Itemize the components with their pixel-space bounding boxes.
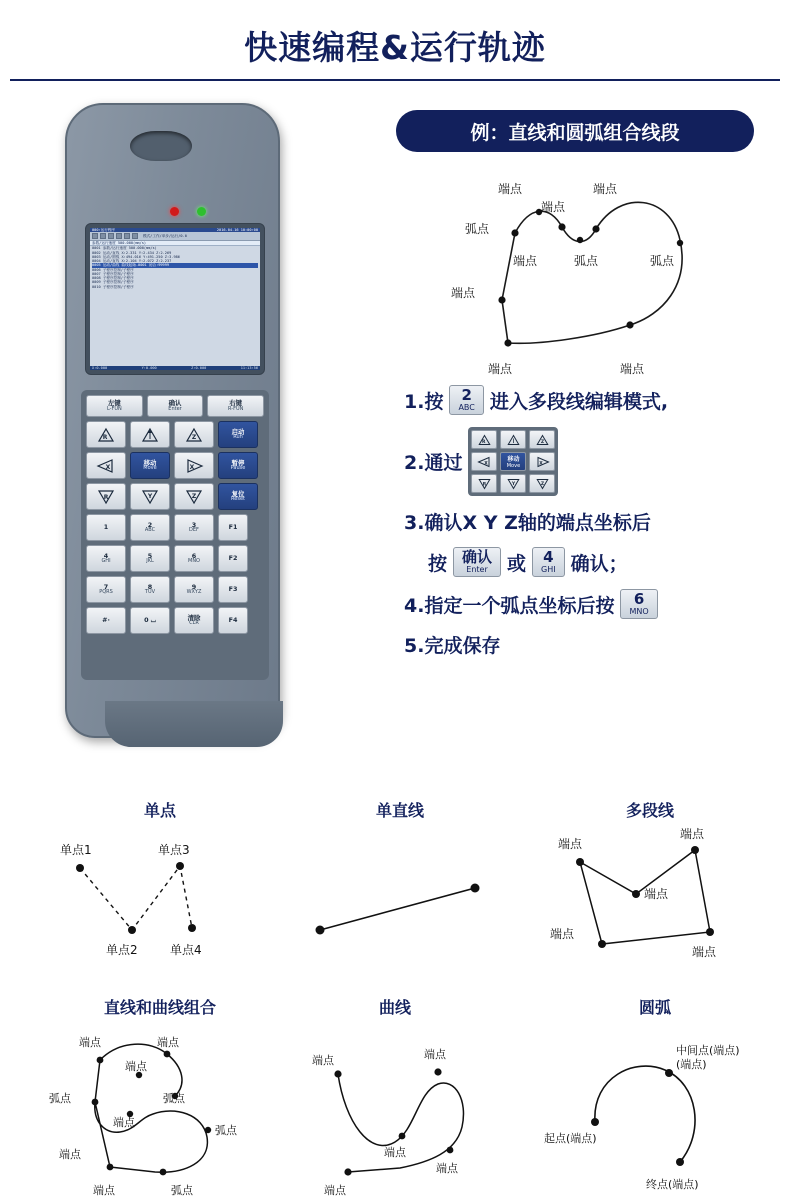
key-sublabel: GHI — [101, 558, 111, 565]
example-label: 弧点 — [573, 254, 599, 268]
program-row[interactable]: 0010 子程序控制/子程序 — [92, 284, 134, 289]
inline-key-rotate-right[interactable] — [471, 474, 497, 493]
key-8[interactable] — [130, 576, 170, 603]
arrow-left-icon — [476, 456, 493, 468]
inline-key-label: 移动 — [507, 456, 520, 464]
steps-list — [404, 385, 784, 670]
node-dot — [504, 339, 511, 346]
key-6[interactable] — [174, 545, 214, 572]
node-dot — [97, 1057, 104, 1064]
svg-text:R: R — [481, 439, 486, 445]
gallery-title-arc: 圆弧 — [638, 998, 671, 1017]
device-handle-slot — [130, 131, 192, 161]
key-reset[interactable] — [218, 483, 258, 510]
keypad-row-jog-2 — [86, 452, 264, 479]
key-f1[interactable] — [218, 514, 248, 541]
program-row[interactable]: 0006 子程序控制/子程序 — [92, 267, 134, 272]
node-dot — [598, 940, 606, 948]
inline-key-z-down[interactable] — [529, 474, 555, 493]
arrow-right-icon — [534, 456, 551, 468]
key-f3[interactable] — [218, 576, 248, 603]
svg-text:R: R — [102, 433, 108, 441]
node-dot — [471, 884, 480, 893]
key-sublabel: Enter — [168, 405, 182, 412]
key-sublabel: CLR — [189, 620, 199, 627]
inline-key-move[interactable] — [500, 452, 526, 471]
inline-key-label: 2 — [461, 386, 472, 404]
gallery-label: 弧点 — [171, 1184, 193, 1197]
node-dot — [399, 1133, 406, 1140]
node-dot — [434, 1068, 441, 1075]
step-3-text: 3.确认X Y Z轴的端点坐标后 — [404, 512, 651, 535]
step-2 — [404, 427, 784, 496]
key-sublabel: Move — [143, 465, 157, 472]
node-dot — [691, 846, 699, 854]
gallery-label: 端点 — [644, 887, 669, 901]
gallery-label: 终点(端点) — [646, 1178, 699, 1191]
node-dot — [577, 237, 583, 243]
step-5 — [404, 631, 784, 658]
key-label: 5 — [147, 551, 153, 560]
arrow-up-icon — [505, 434, 522, 446]
key-label: F1 — [228, 523, 238, 532]
key-label: 1 — [103, 523, 109, 532]
svg-text:R: R — [482, 482, 487, 488]
page-title: 快速编程&运行轨迹 — [244, 28, 546, 67]
device-keypad[interactable] — [81, 390, 269, 680]
step-1-text-post: 进入多段线编辑模式, — [489, 390, 669, 413]
keypad-row-jog-3 — [86, 483, 264, 510]
gallery-figure-curve — [290, 1022, 520, 1197]
svg-text:Z: Z — [540, 481, 545, 487]
node-dot — [334, 1070, 341, 1077]
example-label: 弧点 — [464, 222, 490, 236]
inline-key-z-up[interactable] — [529, 430, 555, 449]
svg-text:Z: Z — [191, 433, 197, 441]
node-dot — [205, 1127, 211, 1133]
gallery-label: 弧点 — [163, 1092, 185, 1105]
inline-jog-row-3 — [471, 474, 555, 493]
key-label: 9 — [191, 582, 197, 591]
key-move[interactable] — [130, 452, 170, 479]
key-sublabel: JKL — [146, 558, 154, 565]
program-row[interactable]: 0004 运动/直线 X:2.104 Y:2.072 Z:2.237 — [92, 259, 172, 264]
example-path-segment — [502, 300, 508, 343]
device-body — [65, 103, 280, 738]
example-path-svg — [390, 165, 780, 380]
key-label: 确认 — [168, 399, 182, 408]
screen-coordinate-bar — [90, 366, 260, 370]
node-dot — [626, 321, 633, 328]
line-segment — [320, 888, 475, 930]
node-dot — [128, 926, 136, 934]
gallery-title-line-curve: 直线和曲线组合 — [103, 998, 216, 1017]
inline-key-down[interactable] — [500, 474, 526, 493]
example-label: 端点 — [619, 362, 645, 376]
arrow-down-icon — [505, 478, 522, 490]
gallery-label: 端点 — [93, 1184, 115, 1197]
key-label: F3 — [228, 585, 238, 594]
key-label: F4 — [228, 616, 238, 625]
key-left-function[interactable] — [86, 395, 143, 417]
inline-key-sublabel: GHI — [541, 564, 556, 574]
example-path-figure — [390, 165, 780, 380]
inline-key-4[interactable] — [532, 547, 565, 577]
gallery-title-single-point: 单点 — [143, 801, 176, 820]
inline-key-2[interactable] — [449, 385, 483, 415]
key-label: F2 — [228, 554, 238, 563]
coord-x: X:0.000 — [92, 365, 108, 370]
step-4-text-pre: 4.指定一个弧点坐标后按 — [404, 594, 615, 617]
gallery-label: 弧点 — [215, 1124, 237, 1137]
program-row[interactable]: 0002 运动/直线 X:2.331 Y:2.434 Z:2.269 — [92, 250, 172, 255]
inline-key-rotate-left[interactable] — [471, 430, 497, 449]
gallery-label: 端点 — [113, 1116, 135, 1129]
node-dot — [576, 858, 584, 866]
toolbar-icon-4[interactable] — [116, 233, 122, 239]
node-dot — [558, 223, 565, 230]
key-label: 左键 — [107, 399, 121, 408]
key-label: 3 — [191, 520, 197, 529]
toolbar-icon-1[interactable] — [92, 233, 98, 239]
inline-key-sublabel: Move — [506, 463, 521, 470]
rotate-left-icon — [476, 434, 493, 446]
svg-text:Y: Y — [511, 481, 516, 487]
key-sublabel: DEF — [189, 527, 199, 534]
node-dot — [592, 225, 599, 232]
node-dot — [344, 1168, 351, 1175]
inline-key-sublabel: Enter — [466, 564, 488, 574]
gallery-label: 端点 — [312, 1054, 334, 1067]
key-0[interactable] — [130, 607, 170, 634]
screen-title-right: 2016.04.16 10:00:00 — [216, 228, 258, 232]
gallery-label: 端点 — [157, 1036, 179, 1049]
key-5[interactable] — [130, 545, 170, 572]
key-label: 8 — [147, 582, 153, 591]
key-sublabel: Reset — [231, 496, 245, 503]
svg-text:Z: Z — [191, 492, 197, 500]
program-row[interactable]: 0003 运动/圆弧 X:494.016 Y:491.250 Z:3.986 — [92, 254, 180, 259]
key-sublabel: PQRS — [99, 589, 113, 596]
key-run[interactable] — [218, 421, 258, 448]
program-row-selected[interactable]: 0005 运动/曲线 曲线起始-0001 闭合:99999 — [92, 263, 258, 267]
arc-path — [595, 1066, 695, 1162]
gallery-label: 起点(端点) — [544, 1132, 597, 1145]
program-row[interactable]: 0008 子程序控制/子程序 — [92, 276, 134, 281]
gallery-label: 单点1 — [60, 843, 92, 857]
example-label: 弧点 — [649, 254, 675, 268]
gallery-label: 端点 — [680, 827, 705, 841]
svg-text:X: X — [539, 460, 543, 466]
inline-key-sublabel: MNO — [629, 607, 649, 617]
rotate-right-icon — [96, 489, 116, 505]
key-label: 7 — [103, 582, 109, 591]
gallery-label: 端点 — [558, 837, 583, 851]
program-row[interactable]: 0009 子程序控制/子程序 — [92, 280, 134, 285]
key-z-up[interactable] — [174, 421, 214, 448]
screen-bezel — [85, 223, 265, 375]
gallery-figure-line-curve — [35, 1022, 275, 1197]
key-label: 清除 — [187, 613, 201, 622]
node-dot — [447, 1147, 454, 1154]
key-label: 6 — [191, 551, 197, 560]
key-pause[interactable] — [218, 452, 258, 479]
svg-text:X: X — [484, 460, 488, 466]
node-dot-mid — [665, 1069, 673, 1077]
key-axis-up[interactable] — [130, 421, 170, 448]
gallery-label: 端点 — [550, 927, 575, 941]
keypad-row-num-2 — [86, 545, 264, 572]
inline-jog-row-1 — [471, 430, 555, 449]
gallery-label: 端点 — [125, 1060, 147, 1073]
key-sublabel: R-FUN — [228, 405, 244, 412]
key-rotate-left[interactable] — [86, 421, 126, 448]
inline-jog-row-2 — [471, 452, 555, 471]
node-dot — [176, 862, 184, 870]
gallery-title-curve: 曲线 — [378, 998, 411, 1017]
key-f4[interactable] — [218, 607, 248, 634]
step-1-text-pre: 1.按 — [404, 390, 444, 413]
inline-key-right[interactable] — [529, 452, 555, 471]
gallery-label-sub: (端点) — [676, 1058, 707, 1071]
node-dot — [188, 924, 196, 932]
key-axis-down[interactable] — [130, 483, 170, 510]
gallery-label: 单点3 — [158, 843, 190, 857]
gallery-label: 端点 — [79, 1036, 101, 1049]
svg-text:X: X — [189, 463, 195, 471]
inline-jog-pad[interactable] — [468, 427, 558, 496]
example-banner: 例：直线和圆弧组合线段 — [396, 110, 754, 152]
toolbar-icon-5[interactable] — [124, 233, 130, 239]
node-dot-start — [591, 1118, 599, 1126]
example-label: 端点 — [450, 286, 476, 300]
handheld-teach-pendant — [45, 95, 345, 765]
key-2[interactable] — [130, 514, 170, 541]
gallery-figure-polyline — [540, 822, 770, 972]
step-3b — [404, 547, 784, 577]
node-dot — [498, 296, 505, 303]
gallery-label: 中间点(端点) — [676, 1044, 740, 1057]
key-sublabel: L-FUN — [106, 405, 122, 412]
gallery-figure-single-point — [40, 830, 270, 970]
z-down-icon — [184, 489, 204, 505]
arrow-left-icon — [96, 458, 116, 474]
example-path-curve — [502, 202, 682, 343]
shape-gallery — [0, 790, 790, 1200]
keypad-row-num-4 — [86, 607, 264, 634]
svg-text:Y: Y — [147, 492, 153, 500]
key-sublabel: ABC — [144, 527, 156, 534]
gallery-figure-arc — [540, 1022, 770, 1197]
status-led-green-icon — [197, 207, 206, 216]
example-label: 端点 — [540, 200, 566, 214]
toolbar-icon-6[interactable] — [132, 233, 138, 239]
keypad-row-num-1 — [86, 514, 264, 541]
combo-path-left — [95, 1102, 110, 1167]
svg-text:R: R — [103, 493, 109, 501]
step-5-text: 5.完成保存 — [404, 635, 501, 658]
key-axis-right[interactable] — [174, 452, 214, 479]
screen-status-line: 参数/运行速度 500.000(mm/s) — [90, 241, 260, 246]
key-label: #· — [102, 616, 110, 625]
key-3[interactable] — [174, 514, 214, 541]
node-dot — [160, 1169, 167, 1176]
rotate-right-icon — [476, 478, 493, 490]
key-label: 0 ⌴ — [144, 616, 156, 625]
key-sublabel: MNO — [188, 558, 200, 565]
step-3 — [404, 508, 784, 535]
key-sublabel: Pause — [230, 465, 246, 472]
arrow-right-icon — [184, 458, 204, 474]
rotate-left-icon — [96, 427, 116, 443]
node-dot — [706, 928, 714, 936]
key-label: 2 — [147, 520, 153, 529]
gallery-label: 端点 — [384, 1146, 406, 1159]
gallery-label: 端点 — [324, 1184, 346, 1197]
device-screen[interactable] — [90, 228, 260, 370]
node-dot — [76, 864, 84, 872]
step-3b-text-pre: 按 — [428, 552, 448, 575]
step-4 — [404, 589, 784, 619]
dashed-path — [80, 866, 192, 930]
device-bottom-cap — [105, 701, 283, 747]
node-dot — [107, 1164, 114, 1171]
gallery-label: 端点 — [59, 1148, 81, 1161]
screen-toolbar[interactable] — [90, 232, 260, 241]
inline-key-label: 6 — [633, 590, 645, 609]
z-up-icon — [534, 434, 551, 446]
inline-key-up[interactable] — [500, 430, 526, 449]
svg-text:Z: Z — [540, 439, 545, 445]
z-down-icon — [534, 478, 551, 490]
gallery-title-single-line: 单直线 — [375, 801, 424, 820]
node-dot-end — [676, 1158, 684, 1166]
gallery-label: 单点2 — [106, 943, 138, 957]
key-4[interactable] — [86, 545, 126, 572]
gallery-label: 单点4 — [170, 943, 202, 957]
power-led-red-icon — [170, 207, 179, 216]
toolbar-icon-3[interactable] — [108, 233, 114, 239]
key-label: 启动 — [231, 427, 245, 436]
key-axis-left[interactable] — [86, 452, 126, 479]
key-sublabel: TUV — [144, 589, 156, 596]
inline-key-enter[interactable] — [453, 547, 501, 577]
step-1 — [404, 385, 784, 415]
keypad-row-function — [86, 395, 264, 417]
example-label: 端点 — [497, 182, 523, 196]
node-dot — [316, 926, 325, 935]
example-label: 端点 — [487, 362, 513, 376]
key-9[interactable] — [174, 576, 214, 603]
toolbar-icon-2[interactable] — [100, 233, 106, 239]
screen-title-left: 000:运行程序 — [92, 228, 116, 232]
keypad-row-jog-1 — [86, 421, 264, 448]
gallery-label: 端点 — [424, 1048, 446, 1061]
program-row[interactable]: 0001 参数/运行速度 500.000(mm/s) — [92, 246, 157, 251]
key-f2[interactable] — [218, 545, 248, 572]
gallery-title-polyline: 多段线 — [625, 801, 674, 820]
arrow-down-icon — [140, 489, 160, 505]
key-rotate-right[interactable] — [86, 483, 126, 510]
coord-y: Y:0.000 — [141, 365, 157, 370]
inline-key-label: 4 — [543, 548, 554, 567]
step-3b-text-post: 确认； — [570, 552, 628, 575]
inline-key-6[interactable] — [620, 589, 657, 619]
key-clear[interactable] — [174, 607, 214, 634]
coord-z: Z:0.000 — [191, 365, 207, 370]
node-dot — [677, 240, 683, 246]
svg-text:X: X — [105, 463, 111, 471]
key-sublabel: Run — [233, 434, 243, 441]
step-3b-text-mid: 或 — [507, 552, 527, 575]
key-1[interactable] — [86, 514, 126, 541]
key-label: 复位 — [231, 489, 245, 498]
key-label: 右键 — [229, 399, 243, 408]
node-dot — [164, 1051, 171, 1058]
arrow-up-icon — [140, 427, 160, 443]
inline-key-sublabel: ABC — [458, 402, 475, 412]
z-up-icon — [184, 427, 204, 443]
node-dot — [92, 1099, 99, 1106]
gallery-label: 端点 — [436, 1162, 458, 1175]
inline-key-label: 确认 — [462, 548, 493, 567]
key-z-down[interactable] — [174, 483, 214, 510]
node-dot — [511, 229, 518, 236]
example-label: 端点 — [512, 254, 538, 268]
example-label: 端点 — [592, 182, 618, 196]
step-2-text-pre: 2.通过 — [404, 452, 463, 475]
inline-key-left[interactable] — [471, 452, 497, 471]
key-7[interactable] — [86, 576, 126, 603]
title-divider — [10, 79, 780, 81]
combo-path — [95, 1060, 208, 1172]
node-dot — [632, 890, 640, 898]
gallery-label: 弧点 — [49, 1092, 71, 1105]
key-hash[interactable] — [86, 607, 126, 634]
keypad-row-num-3 — [86, 576, 264, 603]
key-sublabel: WXYZ — [186, 589, 202, 596]
screen-mode-text: 模式/工作/单步/运行/0.0 — [143, 234, 187, 239]
key-label: 暂停 — [231, 458, 245, 467]
gallery-figure-single-line — [290, 830, 510, 970]
program-row[interactable]: 0007 子程序控制/子程序 — [92, 271, 134, 276]
key-enter[interactable] — [147, 395, 204, 417]
clock: 11:13:56 — [240, 365, 258, 370]
key-right-function[interactable] — [207, 395, 264, 417]
program-list[interactable] — [90, 246, 260, 288]
key-label: 4 — [103, 551, 109, 560]
key-label: 移动 — [143, 458, 157, 467]
gallery-label: 端点 — [692, 945, 717, 959]
